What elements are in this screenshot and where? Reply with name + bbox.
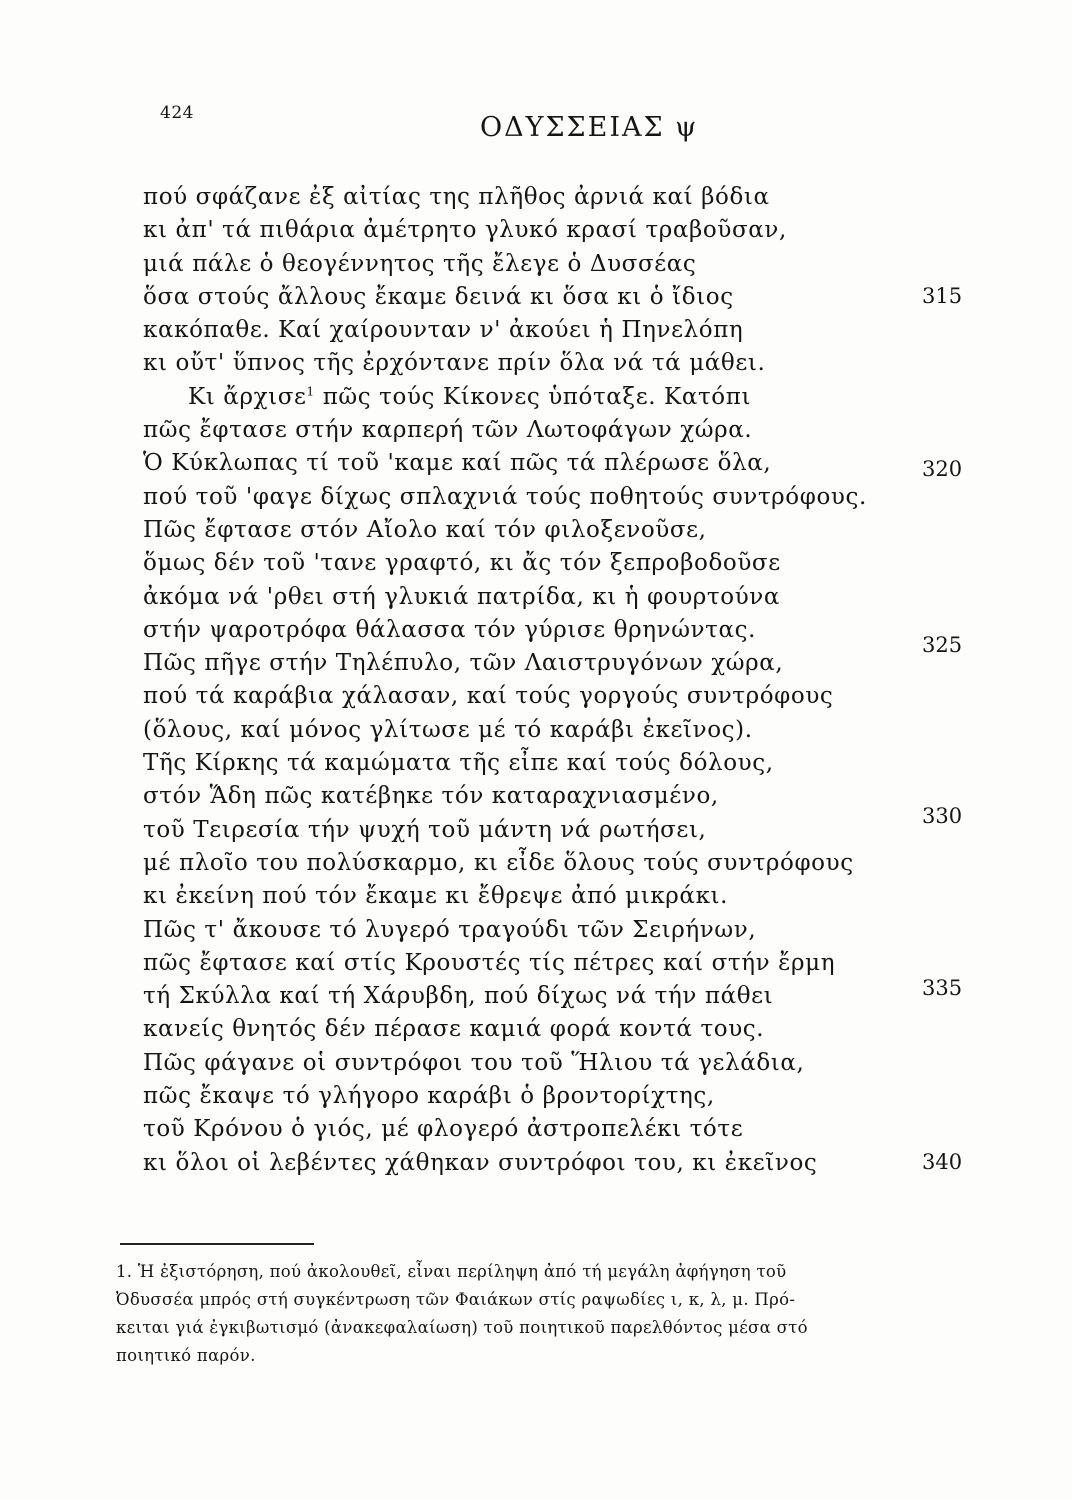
verse-line: πού σφάζανε ἐξ αἰτίας της πλῆθος ἀρνιά καί βόδια: [143, 184, 770, 210]
page-number: 424: [160, 103, 194, 123]
verse-line: πῶς ἔκαψε τό γλήγορο καράβι ὁ βροντορίχτης,: [143, 1083, 715, 1110]
verse-line: κι ὅλοι οἱ λεβέντες χάθηκαν συντρόφοι του, κι ἐκεῖνος: [143, 1149, 818, 1176]
verse-line: κι ἐκείνη πού τόν ἔκαμε κι ἔθρεψε ἀπό μικράκι.: [143, 883, 729, 910]
verse-line: Πῶς τ' ἄκουσε τό λυγερό τραγούδι τῶν Σειρήνων,: [143, 916, 757, 943]
footnote-block: [116, 1258, 956, 1370]
verse-line: κι ἀπ' τά πιθάρια ἀμέτρητο γλυκό κρασί τραβοῦσαν,: [143, 217, 787, 244]
verse-line: Πῶς ἔφτασε στόν Αἴολο καί τόν φιλοξενοῦσε,: [143, 516, 707, 543]
verse-block: [143, 181, 883, 1180]
line-number: 330: [922, 804, 963, 828]
verse-line: Πῶς φάγανε οἱ συντρόφοι του τοῦ Ἥλιου τά γελάδια,: [143, 1049, 805, 1076]
verse-line: (ὅλους, καί μόνος γλίτωσε μέ τό καράβι ἐκεῖνος).: [143, 716, 753, 743]
verse-line: [143, 381, 883, 414]
verse-line: μέ πλοῖο του πολύσκαρμο, κι εἶδε ὅλους τούς συντρόφους: [143, 849, 854, 876]
footnote-line: 1. Ἡ ἐξιστόρηση, πού ἀκολουθεῖ, εἶναι περίληψη ἀπό τή μεγάλη ἀφήγηση τοῦ: [116, 1262, 787, 1281]
verse-line: τή Σκύλλα καί τή Χάρυβδη, πού δίχως νά τήν πάθει: [143, 983, 774, 1010]
verse-line: Τῆς Κίρκης τά καμώματα τῆς εἶπε καί τούς δόλους,: [143, 750, 774, 777]
running-head: ΟΔΥΣΣΕΙΑΣ ψ: [480, 112, 699, 143]
line-number: 315: [922, 284, 963, 308]
line-number: 335: [922, 976, 963, 1000]
verse-line: κανείς θνητός δέν πέρασε καμιά φορά κοντά τους.: [143, 1016, 765, 1043]
verse-line: στήν ψαροτρόφα θάλασσα τόν γύρισε θρηνώντας.: [143, 616, 756, 643]
verse-line-text: Κι ἄρχισε: [188, 383, 307, 410]
footnote-divider: [120, 1243, 314, 1245]
verse-line: στόν Ἅδη πῶς κατέβηκε τόν καταραχνιασμένο,: [143, 783, 719, 810]
footnote-line: κειται γιά ἐγκιβωτισμό (ἀνακεφαλαίωση) τοῦ ποιητικοῦ παρελθόντος μέσα στό: [116, 1318, 808, 1337]
verse-line: πῶς ἔφτασε στήν καρπερή τῶν Λωτοφάγων χώρα.: [143, 417, 753, 444]
verse-line: τοῦ Τειρεσία τήν ψυχή τοῦ μάντη νά ρωτήσει,: [143, 816, 707, 843]
line-number: 325: [922, 633, 963, 657]
footnote-marker: 1: [306, 384, 315, 399]
verse-line: κι οὔτ' ὕπνος τῆς ἐρχόντανε πρίν ὅλα νά τά μάθει.: [143, 350, 766, 377]
line-number: 340: [922, 1150, 963, 1174]
line-number: 320: [922, 457, 963, 481]
verse-line: ἀκόμα νά 'ρθει στή γλυκιά πατρίδα, κι ἡ φουρτούνα: [143, 583, 780, 610]
footnote-line: Ὀδυσσέα μπρός στή συγκέντρωση τῶν Φαιάκων στίς ραψωδίες ι, κ, λ, μ. Πρό-: [116, 1290, 796, 1309]
verse-line: ὅμως δέν τοῦ 'τανε γραφτό, κι ἄς τόν ξεπροβοδοῦσε: [143, 550, 781, 577]
verse-line-text: πῶς τούς Κίκονες ὑπόταξε. Κατόπι: [314, 383, 752, 410]
verse-line: πού τοῦ 'φαγε δίχως σπλαχνιά τούς ποθητούς συντρόφους.: [143, 483, 867, 510]
verse-line: τοῦ Κρόνου ὁ γιός, μέ φλογερό ἀστροπελέκι τότε: [143, 1116, 744, 1143]
verse-line: ὅσα στούς ἄλλους ἔκαμε δεινά κι ὅσα κι ὁ ἴδιος: [143, 283, 734, 310]
verse-line: πού τά καράβια χάλασαν, καί τούς γοργούς συντρόφους: [143, 683, 834, 710]
verse-line: μιά πάλε ὁ θεογέννητος τῆς ἔλεγε ὁ Δυσσέας: [143, 250, 697, 277]
verse-line: Πῶς πῆγε στήν Τηλέπυλο, τῶν Λαιστρυγόνων χώρα,: [143, 650, 784, 677]
footnote-line: ποιητικό παρόν.: [116, 1346, 256, 1365]
verse-line: Ὁ Κύκλωπας τί τοῦ 'καμε καί πῶς τά πλέρωσε ὅλα,: [143, 450, 772, 477]
verse-line: πῶς ἔφτασε καί στίς Κρουστές τίς πέτρες καί στήν ἔρμη: [143, 949, 836, 976]
verse-line: κακόπαθε. Καί χαίρουνταν ν' ἀκούει ἡ Πηνελόπη: [143, 317, 744, 344]
